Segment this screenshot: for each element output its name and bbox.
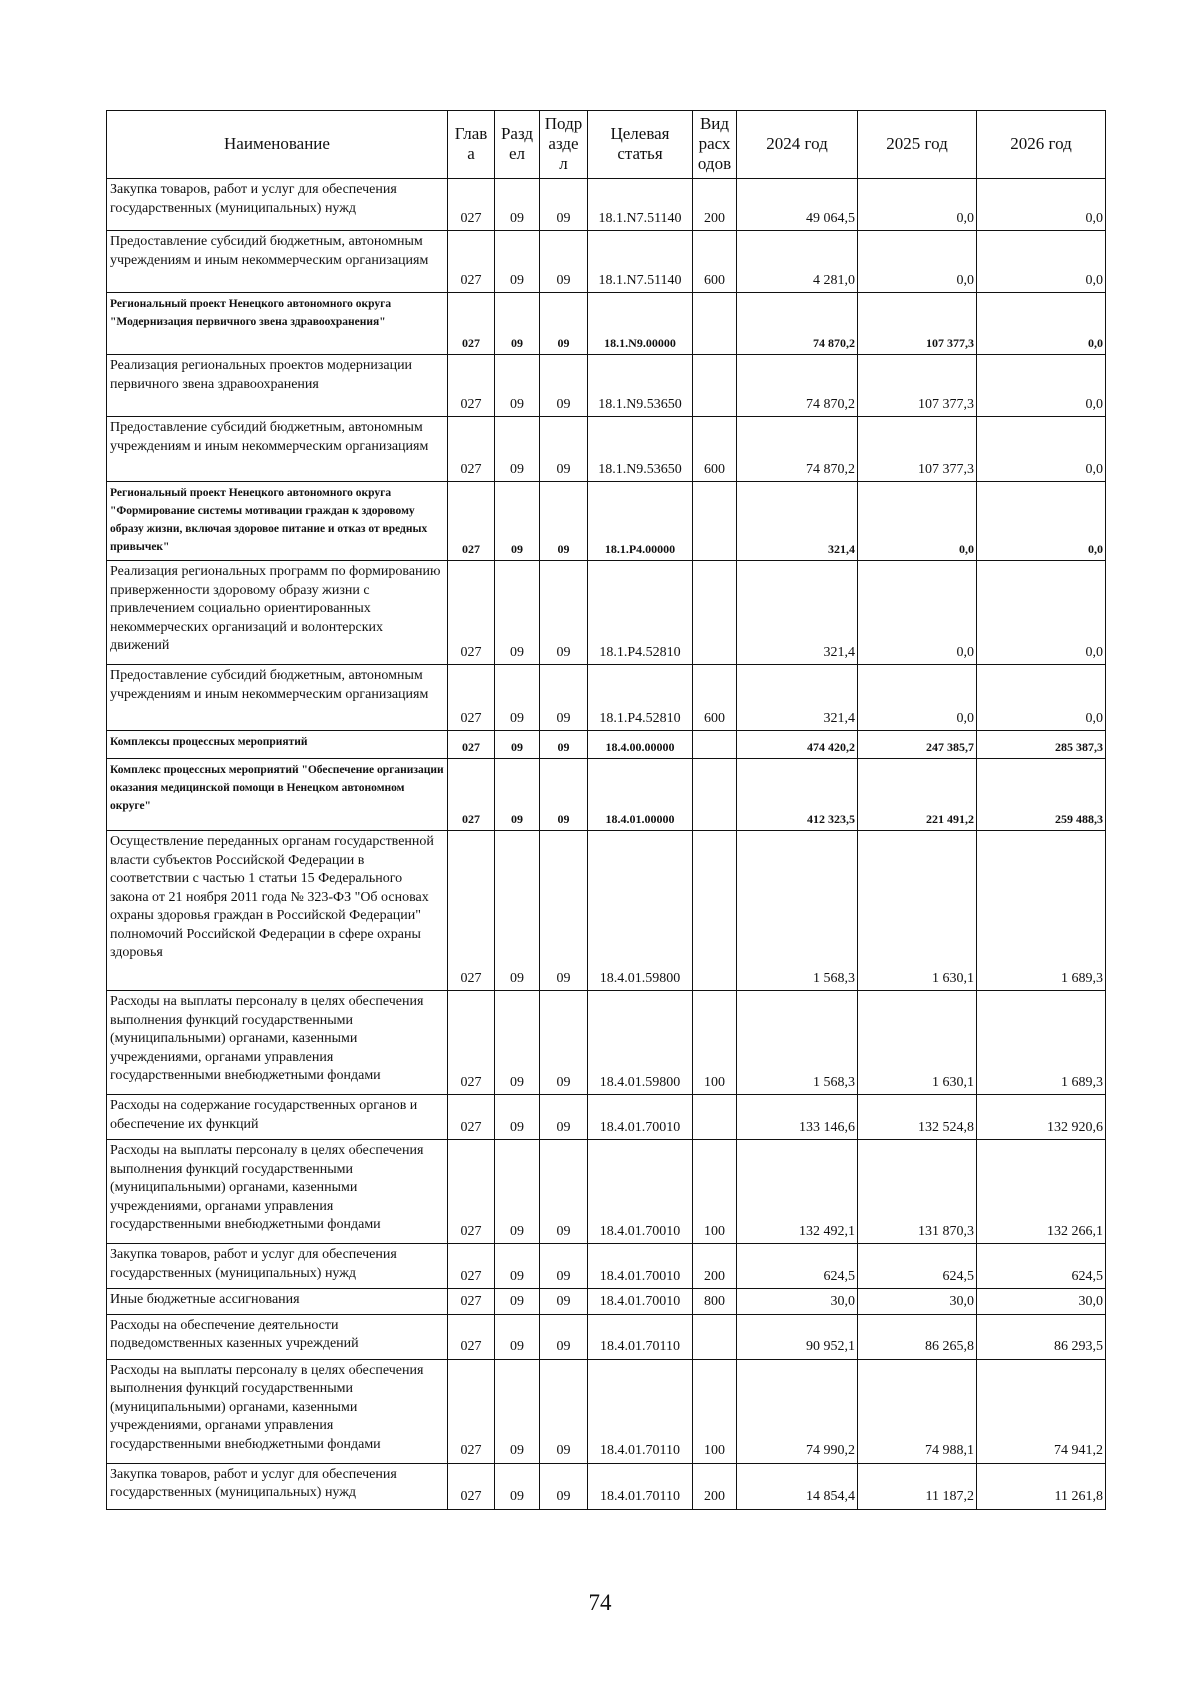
cell-name: Закупка товаров, работ и услуг для обеспечения государственных (муниципальных) нужд	[107, 179, 448, 231]
cell-name: Предоставление субсидий бюджетным, автономным учреждениям и иным некоммерческим организациям	[107, 231, 448, 293]
cell-y2025: 0,0	[858, 231, 977, 293]
cell-glava: 027	[448, 231, 495, 293]
cell-glava: 027	[448, 179, 495, 231]
cell-vid	[693, 561, 737, 665]
cell-name: Предоставление субсидий бюджетным, автономным учреждениям и иным некоммерческим организациям	[107, 665, 448, 731]
cell-y2025: 131 870,3	[858, 1140, 977, 1244]
cell-name: Закупка товаров, работ и услуг для обеспечения государственных (муниципальных) нужд	[107, 1244, 448, 1289]
cell-glava: 027	[448, 1463, 495, 1509]
cell-razdel: 09	[495, 1095, 540, 1140]
table-row	[107, 731, 1106, 759]
cell-y2025: 132 524,8	[858, 1095, 977, 1140]
cell-y2024: 49 064,5	[737, 179, 858, 231]
cell-y2024: 321,4	[737, 482, 858, 561]
cell-glava: 027	[448, 417, 495, 482]
table-row	[107, 1463, 1106, 1509]
cell-vid: 800	[693, 1289, 737, 1315]
budget-table	[106, 110, 1106, 1510]
cell-vid	[693, 355, 737, 417]
cell-podrazdel: 09	[540, 355, 588, 417]
cell-podrazdel: 09	[540, 179, 588, 231]
cell-razdel: 09	[495, 1244, 540, 1289]
table-row	[107, 1140, 1106, 1244]
page-number: 74	[588, 1590, 612, 1615]
cell-vid	[693, 293, 737, 355]
cell-y2025: 0,0	[858, 482, 977, 561]
cell-name: Предоставление субсидий бюджетным, автономным учреждениям и иным некоммерческим организациям	[107, 417, 448, 482]
cell-podrazdel: 09	[540, 293, 588, 355]
cell-y2026: 624,5	[977, 1244, 1106, 1289]
cell-vid: 100	[693, 991, 737, 1095]
cell-y2025: 0,0	[858, 561, 977, 665]
cell-y2026: 259 488,3	[977, 759, 1106, 831]
cell-y2025: 107 377,3	[858, 355, 977, 417]
cell-name: Иные бюджетные ассигнования	[107, 1289, 448, 1315]
cell-glava: 027	[448, 561, 495, 665]
cell-razdel: 09	[495, 991, 540, 1095]
cell-vid: 200	[693, 1244, 737, 1289]
table-row	[107, 293, 1106, 355]
cell-y2024: 90 952,1	[737, 1314, 858, 1359]
table-row	[107, 1244, 1106, 1289]
cell-podrazdel: 09	[540, 991, 588, 1095]
cell-podrazdel: 09	[540, 417, 588, 482]
cell-y2024: 4 281,0	[737, 231, 858, 293]
cell-name: Закупка товаров, работ и услуг для обеспечения государственных (муниципальных) нужд	[107, 1463, 448, 1509]
cell-podrazdel: 09	[540, 731, 588, 759]
table-row	[107, 1289, 1106, 1315]
cell-name: Региональный проект Ненецкого автономного округа "Модернизация первичного звена здравоохранения"	[107, 293, 448, 355]
cell-y2025: 30,0	[858, 1289, 977, 1315]
cell-target: 18.1.N7.51140	[588, 179, 693, 231]
cell-glava: 027	[448, 482, 495, 561]
cell-target: 18.4.01.70010	[588, 1289, 693, 1315]
cell-podrazdel: 09	[540, 1244, 588, 1289]
cell-vid	[693, 831, 737, 991]
cell-podrazdel: 09	[540, 1095, 588, 1140]
cell-name: Осуществление переданных органам государственной власти субъектов Российской Федерации в соответствии с частью 1 статьи 15 Федерального закона от 21 ноября 2011 года № 323-ФЗ "Об основах охраны здоровья граждан в Российской Федерации" полномочий Российской Федерации в сфере охраны здоровья	[107, 831, 448, 991]
header-glava: Глав а	[448, 111, 495, 179]
cell-y2026: 0,0	[977, 665, 1106, 731]
table-row	[107, 482, 1106, 561]
cell-name: Расходы на выплаты персоналу в целях обеспечения выполнения функций государственными (муниципальными) органами, казенными учреждениями, органами управления государственными внебюджетными фондами	[107, 991, 448, 1095]
cell-glava: 027	[448, 1140, 495, 1244]
cell-y2025: 107 377,3	[858, 293, 977, 355]
cell-vid: 200	[693, 179, 737, 231]
cell-y2024: 74 870,2	[737, 355, 858, 417]
cell-podrazdel: 09	[540, 1140, 588, 1244]
cell-podrazdel: 09	[540, 561, 588, 665]
cell-y2026: 86 293,5	[977, 1314, 1106, 1359]
cell-target: 18.4.01.70110	[588, 1314, 693, 1359]
cell-name: Комплекс процессных мероприятий "Обеспечение организации оказания медицинской помощи в Ненецком автономном округе"	[107, 759, 448, 831]
cell-y2026: 0,0	[977, 231, 1106, 293]
cell-name: Реализация региональных программ по формированию приверженности здоровому образу жизни с привлечением социально ориентированных некоммерческих организаций и волонтерских движений	[107, 561, 448, 665]
cell-vid	[693, 1314, 737, 1359]
table-row	[107, 1095, 1106, 1140]
cell-glava: 027	[448, 1095, 495, 1140]
cell-y2025: 0,0	[858, 179, 977, 231]
cell-razdel: 09	[495, 561, 540, 665]
cell-y2024: 321,4	[737, 665, 858, 731]
cell-glava: 027	[448, 355, 495, 417]
table-row	[107, 417, 1106, 482]
cell-y2026: 11 261,8	[977, 1463, 1106, 1509]
cell-y2026: 132 920,6	[977, 1095, 1106, 1140]
cell-podrazdel: 09	[540, 1314, 588, 1359]
cell-y2024: 624,5	[737, 1244, 858, 1289]
cell-y2025: 247 385,7	[858, 731, 977, 759]
table-row	[107, 831, 1106, 991]
cell-target: 18.1.P4.00000	[588, 482, 693, 561]
cell-target: 18.1.P4.52810	[588, 561, 693, 665]
table-row	[107, 561, 1106, 665]
cell-name: Расходы на содержание государственных органов и обеспечение их функций	[107, 1095, 448, 1140]
cell-vid	[693, 1095, 737, 1140]
cell-y2026: 30,0	[977, 1289, 1106, 1315]
table-row	[107, 1314, 1106, 1359]
header-2025: 2025 год	[858, 111, 977, 179]
cell-y2024: 474 420,2	[737, 731, 858, 759]
table-row	[107, 665, 1106, 731]
table-row	[107, 759, 1106, 831]
cell-y2026: 0,0	[977, 482, 1106, 561]
cell-glava: 027	[448, 831, 495, 991]
header-vid: Вид расх одов	[693, 111, 737, 179]
cell-glava: 027	[448, 1289, 495, 1315]
cell-podrazdel: 09	[540, 1463, 588, 1509]
cell-y2024: 74 870,2	[737, 293, 858, 355]
cell-name: Комплексы процессных мероприятий	[107, 731, 448, 759]
cell-vid	[693, 482, 737, 561]
cell-target: 18.4.01.70010	[588, 1095, 693, 1140]
header-row	[107, 111, 1106, 179]
cell-razdel: 09	[495, 231, 540, 293]
cell-y2026: 285 387,3	[977, 731, 1106, 759]
cell-y2025: 221 491,2	[858, 759, 977, 831]
table-body	[107, 179, 1106, 1510]
cell-target: 18.4.01.70010	[588, 1244, 693, 1289]
cell-razdel: 09	[495, 1314, 540, 1359]
header-podrazdel: Подр азде л	[540, 111, 588, 179]
cell-podrazdel: 09	[540, 1359, 588, 1463]
cell-razdel: 09	[495, 482, 540, 561]
cell-razdel: 09	[495, 179, 540, 231]
cell-vid: 100	[693, 1359, 737, 1463]
cell-target: 18.4.01.70010	[588, 1140, 693, 1244]
cell-y2024: 74 870,2	[737, 417, 858, 482]
cell-podrazdel: 09	[540, 1289, 588, 1315]
cell-target: 18.1.N9.53650	[588, 355, 693, 417]
cell-target: 18.4.01.59800	[588, 991, 693, 1095]
cell-glava: 027	[448, 1314, 495, 1359]
cell-podrazdel: 09	[540, 831, 588, 991]
cell-glava: 027	[448, 731, 495, 759]
cell-glava: 027	[448, 1244, 495, 1289]
cell-glava: 027	[448, 1359, 495, 1463]
cell-glava: 027	[448, 665, 495, 731]
cell-y2024: 14 854,4	[737, 1463, 858, 1509]
table-row	[107, 991, 1106, 1095]
cell-y2026: 74 941,2	[977, 1359, 1106, 1463]
cell-y2024: 132 492,1	[737, 1140, 858, 1244]
cell-podrazdel: 09	[540, 231, 588, 293]
table-row	[107, 1359, 1106, 1463]
header-target: Целевая статья	[588, 111, 693, 179]
header-razdel: Разд ел	[495, 111, 540, 179]
cell-y2026: 0,0	[977, 293, 1106, 355]
cell-glava: 027	[448, 293, 495, 355]
header-2026: 2026 год	[977, 111, 1106, 179]
cell-y2026: 1 689,3	[977, 991, 1106, 1095]
cell-y2026: 132 266,1	[977, 1140, 1106, 1244]
cell-name: Реализация региональных проектов модернизации первичного звена здравоохранения	[107, 355, 448, 417]
cell-y2025: 624,5	[858, 1244, 977, 1289]
cell-target: 18.1.N7.51140	[588, 231, 693, 293]
cell-target: 18.1.P4.52810	[588, 665, 693, 731]
cell-y2024: 74 990,2	[737, 1359, 858, 1463]
cell-razdel: 09	[495, 731, 540, 759]
cell-y2026: 0,0	[977, 179, 1106, 231]
cell-razdel: 09	[495, 417, 540, 482]
cell-razdel: 09	[495, 831, 540, 991]
cell-razdel: 09	[495, 759, 540, 831]
cell-razdel: 09	[495, 665, 540, 731]
cell-vid: 600	[693, 231, 737, 293]
table-row	[107, 355, 1106, 417]
cell-y2025: 1 630,1	[858, 831, 977, 991]
cell-y2024: 133 146,6	[737, 1095, 858, 1140]
cell-y2025: 0,0	[858, 665, 977, 731]
cell-razdel: 09	[495, 1140, 540, 1244]
cell-glava: 027	[448, 759, 495, 831]
cell-target: 18.1.N9.00000	[588, 293, 693, 355]
cell-name: Расходы на выплаты персоналу в целях обеспечения выполнения функций государственными (муниципальными) органами, казенными учреждениями, органами управления государственными внебюджетными фондами	[107, 1140, 448, 1244]
cell-y2025: 74 988,1	[858, 1359, 977, 1463]
header-2024: 2024 год	[737, 111, 858, 179]
cell-vid: 600	[693, 417, 737, 482]
cell-razdel: 09	[495, 1359, 540, 1463]
cell-razdel: 09	[495, 355, 540, 417]
cell-podrazdel: 09	[540, 665, 588, 731]
cell-y2024: 321,4	[737, 561, 858, 665]
cell-podrazdel: 09	[540, 482, 588, 561]
cell-target: 18.4.01.70110	[588, 1463, 693, 1509]
cell-y2026: 0,0	[977, 355, 1106, 417]
cell-y2024: 30,0	[737, 1289, 858, 1315]
cell-y2024: 412 323,5	[737, 759, 858, 831]
cell-vid: 600	[693, 665, 737, 731]
cell-y2026: 1 689,3	[977, 831, 1106, 991]
table-row	[107, 179, 1106, 231]
cell-razdel: 09	[495, 1289, 540, 1315]
cell-razdel: 09	[495, 1463, 540, 1509]
cell-y2025: 11 187,2	[858, 1463, 977, 1509]
header-name: Наименование	[107, 111, 448, 179]
cell-target: 18.4.01.59800	[588, 831, 693, 991]
cell-target: 18.1.N9.53650	[588, 417, 693, 482]
cell-target: 18.4.00.00000	[588, 731, 693, 759]
cell-target: 18.4.01.70110	[588, 1359, 693, 1463]
cell-podrazdel: 09	[540, 759, 588, 831]
table-row	[107, 231, 1106, 293]
cell-name: Расходы на обеспечение деятельности подведомственных казенных учреждений	[107, 1314, 448, 1359]
cell-y2025: 107 377,3	[858, 417, 977, 482]
cell-vid	[693, 731, 737, 759]
cell-y2025: 86 265,8	[858, 1314, 977, 1359]
cell-y2024: 1 568,3	[737, 991, 858, 1095]
cell-vid: 200	[693, 1463, 737, 1509]
cell-name: Расходы на выплаты персоналу в целях обеспечения выполнения функций государственными (муниципальными) органами, казенными учреждениями, органами управления государственными внебюджетными фондами	[107, 1359, 448, 1463]
cell-y2026: 0,0	[977, 417, 1106, 482]
cell-y2024: 1 568,3	[737, 831, 858, 991]
cell-glava: 027	[448, 991, 495, 1095]
cell-name: Региональный проект Ненецкого автономного округа "Формирование системы мотивации граждан к здоровому образу жизни, включая здоровое питание и отказ от вредных привычек"	[107, 482, 448, 561]
cell-y2025: 1 630,1	[858, 991, 977, 1095]
cell-y2026: 0,0	[977, 561, 1106, 665]
cell-target: 18.4.01.00000	[588, 759, 693, 831]
cell-vid	[693, 759, 737, 831]
cell-razdel: 09	[495, 293, 540, 355]
cell-vid: 100	[693, 1140, 737, 1244]
